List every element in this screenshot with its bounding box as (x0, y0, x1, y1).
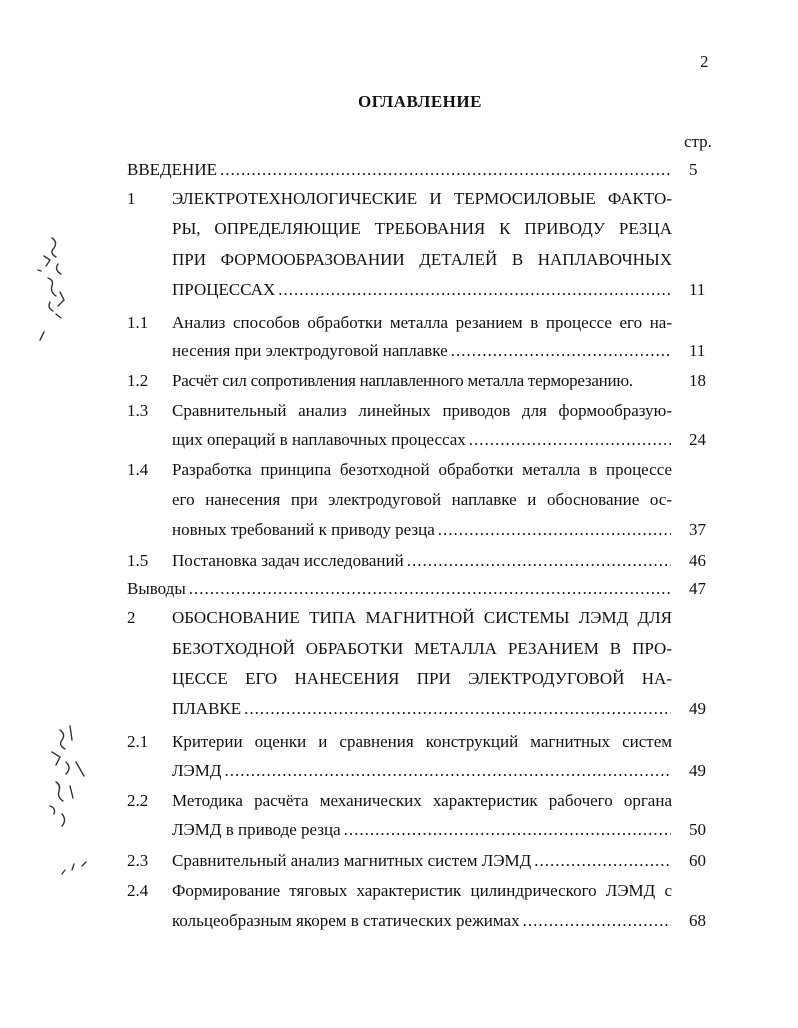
entry-number: 2.1 (127, 732, 149, 751)
entry-text: ЦЕССЕ ЕГО НАНЕСЕНИЯ ПРИ ЭЛЕКТРОДУГОВОЙ НА- (172, 669, 672, 688)
entry-text: Методика расчёта механических характеристик рабочего органа (172, 791, 672, 810)
entry-number: 1.5 (127, 551, 149, 570)
entry-text: Формирование тяговых характеристик цилиндрического ЛЭМД с (172, 881, 672, 900)
entry-page: 49 (689, 761, 706, 780)
entry-page: 68 (689, 911, 706, 930)
entry-number: 2.2 (127, 791, 149, 810)
entry-text: его нанесения при электродуговой наплавке и обоснование ос- (172, 490, 672, 509)
entry-number: 1.4 (127, 460, 149, 479)
scan-artifact-top (30, 232, 80, 342)
leader-dots (534, 851, 671, 871)
entry-text: ПЛАВКЕ (172, 699, 242, 718)
entry-text: ЭЛЕКТРОТЕХНОЛОГИЧЕСКИЕ И ТЕРМОСИЛОВЫЕ ФАКТО- (172, 189, 672, 208)
entry-text: ЛЭМД (172, 761, 222, 780)
leader-dots (244, 699, 671, 719)
entry-page: 37 (689, 520, 706, 539)
leader-dots (278, 280, 671, 300)
entry-text: Разработка принципа безотходной обработки металла в процессе (172, 460, 672, 479)
entry-text: кольцеобразным якорем в статических режимах (172, 911, 520, 930)
leader-dots (407, 551, 671, 571)
entry-page: 5 (689, 160, 698, 179)
toc-title: ОГЛАВЛЕНИЕ (358, 92, 482, 111)
entry-text: Постановка задач исследований (172, 551, 404, 570)
entry-text: несения при электродуговой наплавке (172, 341, 448, 360)
entry-text: Выводы (127, 579, 186, 598)
entry-text: ВВЕДЕНИЕ (127, 160, 217, 179)
leader-dots (224, 761, 671, 781)
entry-text: Критерии оценки и сравнения конструкций магнитных систем (172, 732, 672, 751)
leader-dots (220, 160, 671, 180)
entry-number: 1.2 (127, 371, 149, 390)
entry-text: Сравнительный анализ линейных приводов для формообразую- (172, 401, 672, 420)
entry-page: 11 (689, 280, 706, 299)
entry-text: РЫ, ОПРЕДЕЛЯЮЩИЕ ТРЕБОВАНИЯ К ПРИВОДУ РЕЗЦА (172, 219, 672, 238)
entry-page: 24 (689, 430, 706, 449)
leader-dots (451, 341, 671, 361)
entry-page: 18 (689, 371, 706, 390)
entry-text: Анализ способов обработки металла резанием в процессе его на- (172, 313, 672, 332)
entry-text: новных требований к приводу резца (172, 520, 435, 539)
entry-page: 47 (689, 579, 706, 598)
leader-dots (438, 520, 671, 540)
entry-text: ПРОЦЕССАХ (172, 280, 276, 299)
entry-number: 1 (127, 189, 136, 208)
page-number: 2 (700, 52, 709, 71)
entry-text: щих операций в наплавочных процессах (172, 430, 466, 449)
entry-page: 50 (689, 820, 706, 839)
entry-page: 49 (689, 699, 706, 718)
leader-dots (523, 911, 671, 931)
entry-number: 1.1 (127, 313, 149, 332)
scan-artifact-middle (40, 722, 100, 842)
entry-page: 60 (689, 851, 706, 870)
entry-number: 1.3 (127, 401, 149, 420)
entry-text: ОБОСНОВАНИЕ ТИПА МАГНИТНОЙ СИСТЕМЫ ЛЭМД ДЛЯ (172, 608, 672, 627)
entry-number: 2.3 (127, 851, 149, 870)
entry-text: ПРИ ФОРМООБРАЗОВАНИИ ДЕТАЛЕЙ В НАПЛАВОЧНЫХ (172, 250, 672, 269)
leader-dots (344, 820, 671, 840)
entry-text: ЛЭМД в приводе резца (172, 820, 341, 839)
scan-artifact-bottom (58, 856, 94, 880)
entry-text: Расчёт сил сопротивления наплавленного металла терморезанию. (172, 371, 633, 390)
leader-dots (469, 430, 671, 450)
entry-text: Сравнительный анализ магнитных систем ЛЭМД (172, 851, 532, 870)
entry-number: 2 (127, 608, 136, 627)
entry-number: 2.4 (127, 881, 149, 900)
entry-page: 46 (689, 551, 706, 570)
entry-text: БЕЗОТХОДНОЙ ОБРАБОТКИ МЕТАЛЛА РЕЗАНИЕМ В ПРО- (172, 639, 672, 658)
entry-page: 11 (689, 341, 706, 360)
page-column-label: стр. (684, 132, 712, 151)
leader-dots (189, 579, 671, 599)
